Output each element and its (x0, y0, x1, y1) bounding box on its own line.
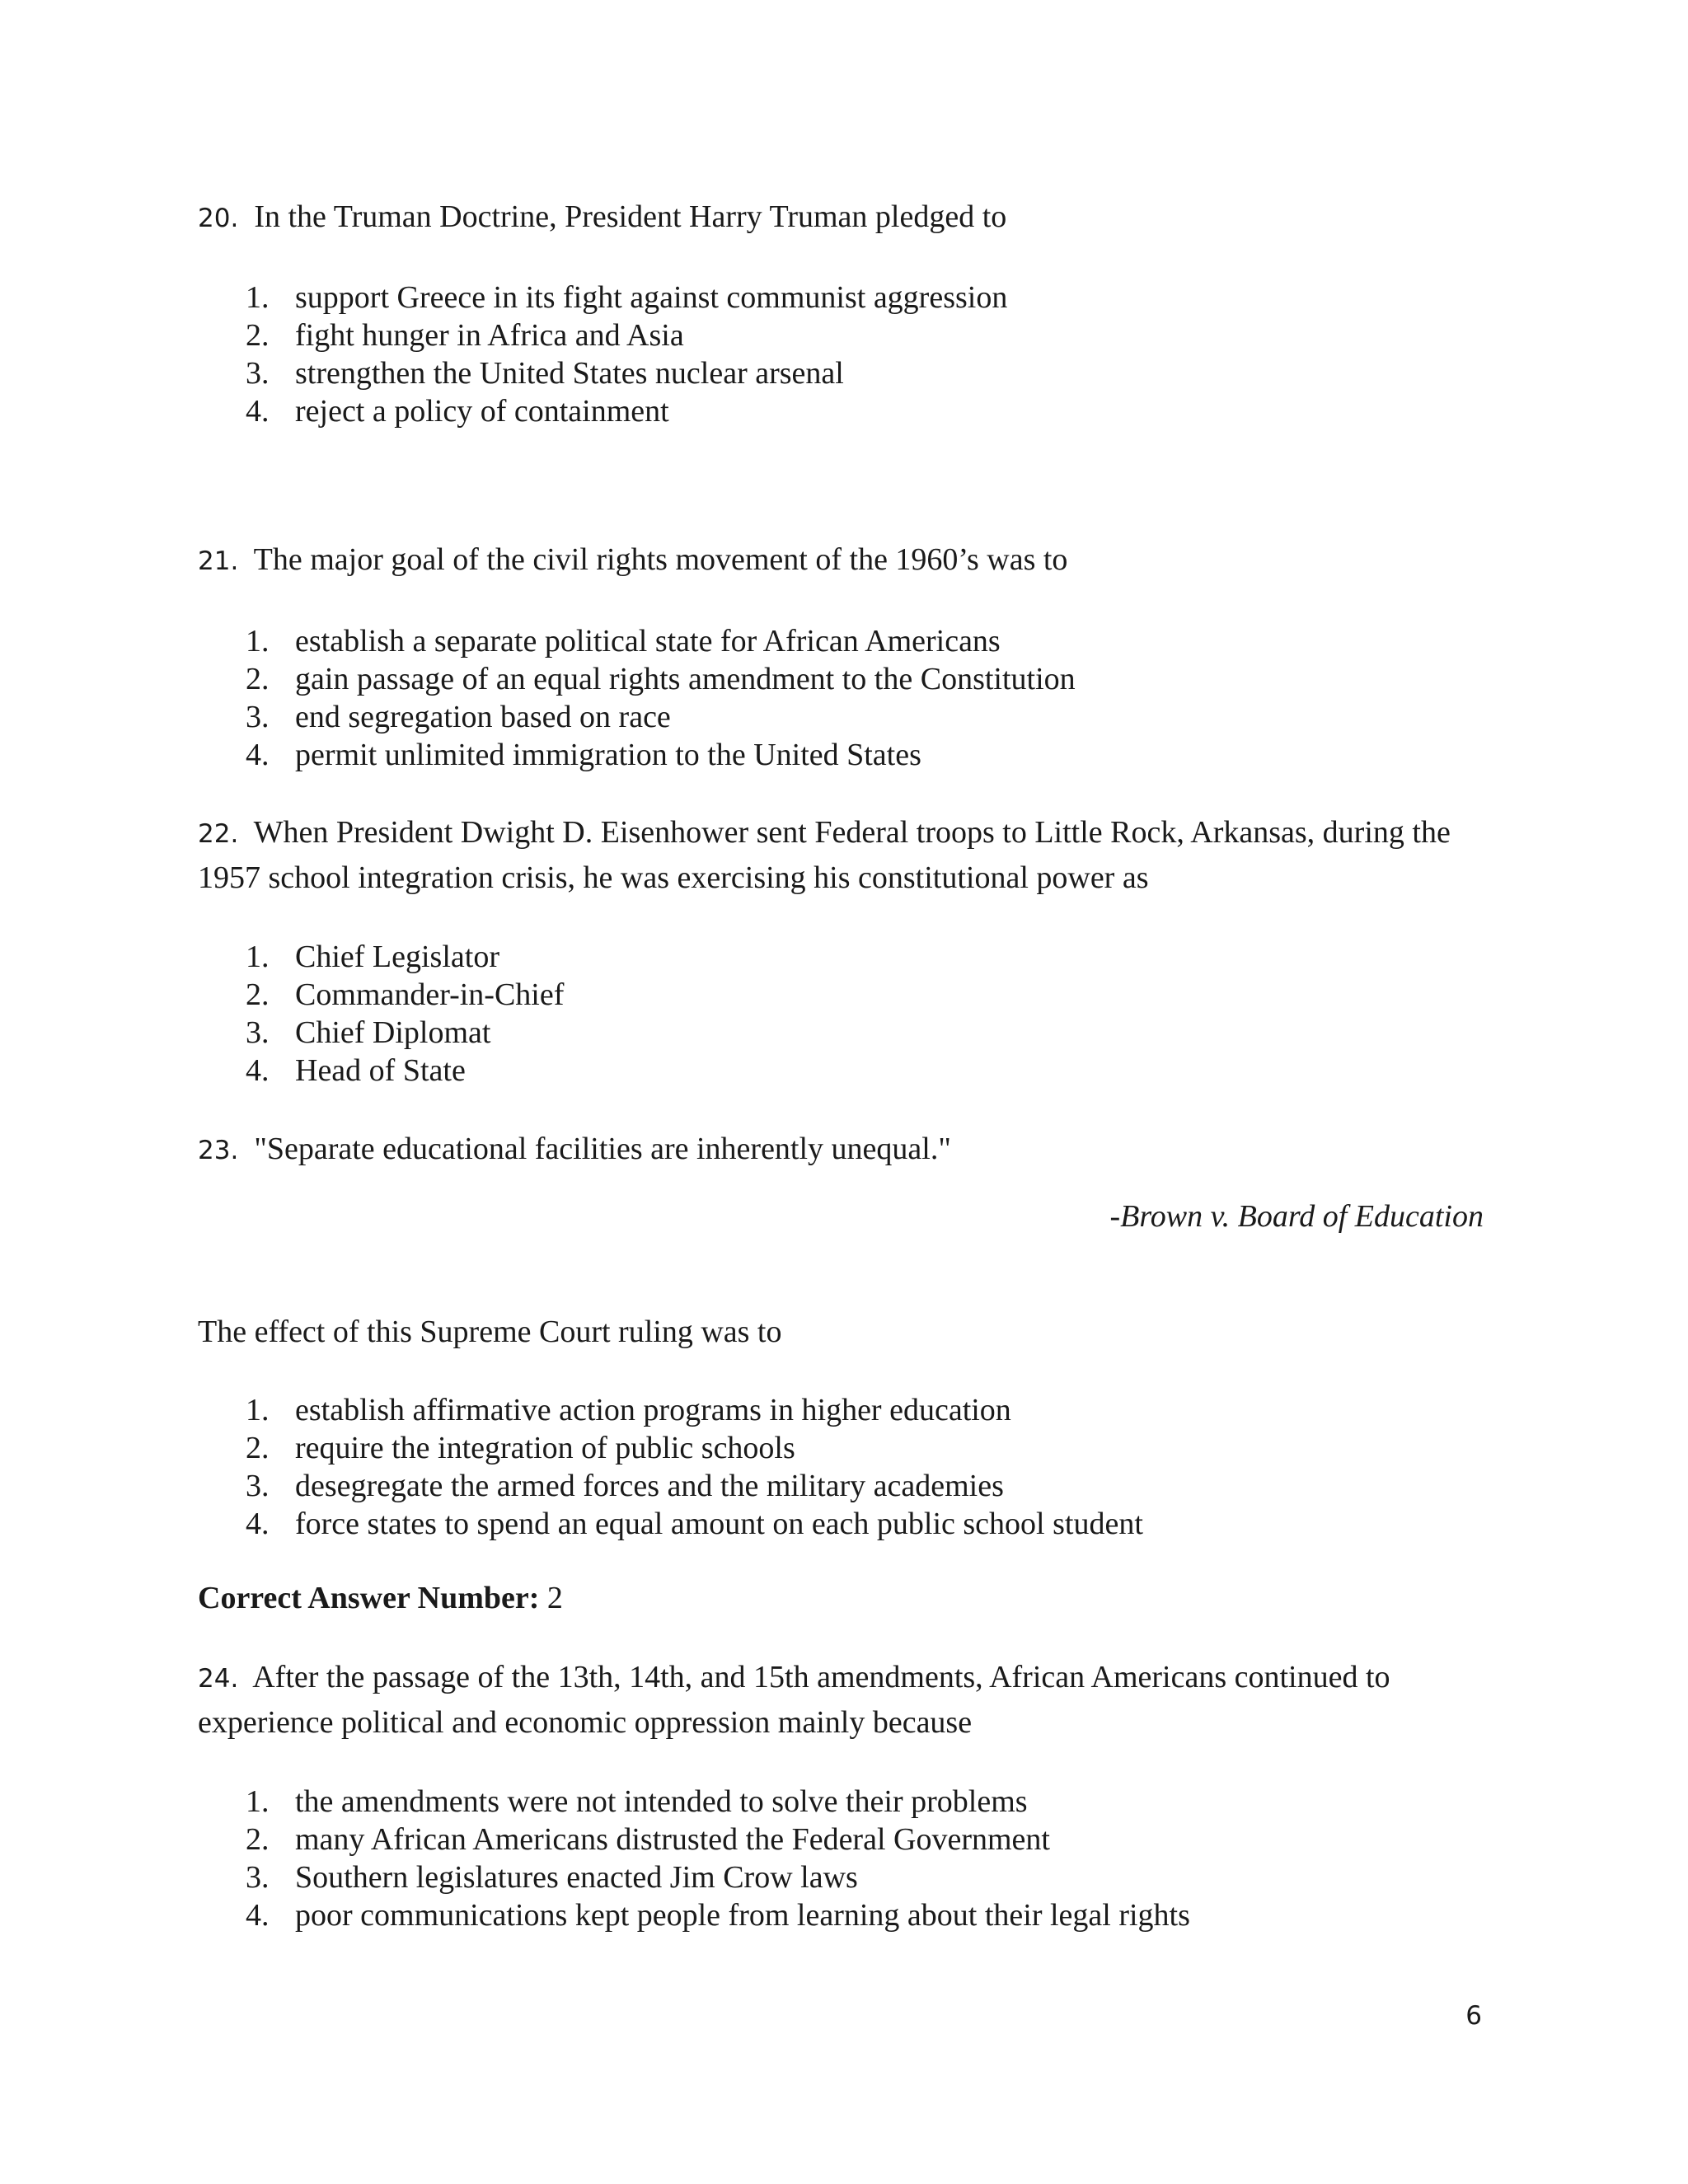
option-number: 4. (246, 738, 270, 772)
quote-attribution: -Brown v. Board of Education (1109, 1199, 1484, 1234)
question-23-stem (198, 1127, 1484, 1173)
question-number: 23. (198, 1136, 239, 1165)
option-number: 3. (246, 700, 270, 734)
option-text: Chief Legislator (295, 940, 499, 974)
option-number: 4. (246, 1898, 270, 1933)
question-20-stem (198, 195, 1484, 241)
option-number: 3. (246, 356, 270, 391)
option-number: 4. (246, 1053, 270, 1088)
question-text: After the passage of the 13th, 14th, and 15th amendments, African Americans continued to experience political and economic oppression mainly because (198, 1660, 1390, 1740)
option-text: establish affirmative action programs in higher education (295, 1393, 1011, 1427)
question-number: 24. (198, 1664, 239, 1694)
option-text: Commander-in-Chief (295, 977, 565, 1012)
question-24-stem (198, 1656, 1484, 1745)
option-number: 2. (246, 318, 270, 353)
option-number: 1. (246, 280, 270, 315)
option-number: 2. (246, 1822, 270, 1857)
option-text: Southern legislatures enacted Jim Crow laws (295, 1860, 858, 1895)
option-text: many African Americans distrusted the Federal Government (295, 1822, 1050, 1857)
option-number: 3. (246, 1860, 270, 1895)
option-number: 4. (246, 1507, 270, 1541)
option-text: establish a separate political state for African Americans (295, 624, 1001, 658)
option-text: fight hunger in Africa and Asia (295, 318, 684, 353)
option-number: 3. (246, 1469, 270, 1503)
option-number: 3. (246, 1015, 270, 1050)
option-text: end segregation based on race (295, 700, 671, 734)
option-text: desegregate the armed forces and the military academies (295, 1469, 1004, 1503)
question-22-stem (198, 811, 1484, 900)
option-text: Head of State (295, 1053, 466, 1088)
option-text: Chief Diplomat (295, 1015, 491, 1050)
question-number: 21. (198, 546, 239, 576)
question-number: 22. (198, 819, 239, 849)
correct-answer-value: 2 (546, 1581, 563, 1615)
option-text: poor communications kept people from learning about their legal rights (295, 1898, 1190, 1933)
option-text: reject a policy of containment (295, 394, 669, 429)
question-23-followup: The effect of this Supreme Court ruling was to (198, 1315, 782, 1349)
option-number: 2. (246, 662, 270, 696)
option-text: strengthen the United States nuclear arsenal (295, 356, 844, 391)
question-text: In the Truman Doctrine, President Harry Truman pledged to (254, 199, 1007, 234)
question-text: The major goal of the civil rights movement of the 1960’s was to (253, 542, 1068, 577)
option-number: 2. (246, 977, 270, 1012)
question-text: "Separate educational facilities are inherently unequal." (254, 1132, 951, 1166)
option-text: support Greece in its fight against communist aggression (295, 280, 1008, 315)
correct-answer-label: Correct Answer Number: (198, 1581, 540, 1615)
option-number: 4. (246, 394, 270, 429)
option-text: gain passage of an equal rights amendment to the Constitution (295, 662, 1076, 696)
option-number: 2. (246, 1431, 270, 1465)
correct-answer (198, 1580, 563, 1616)
option-number: 1. (246, 1393, 270, 1427)
question-21-stem (198, 538, 1484, 583)
option-number: 1. (246, 1784, 270, 1819)
option-number: 1. (246, 940, 270, 974)
option-text: permit unlimited immigration to the United States (295, 738, 921, 772)
question-number: 20. (198, 204, 239, 233)
option-number: 1. (246, 624, 270, 658)
option-text: force states to spend an equal amount on each public school student (295, 1507, 1143, 1541)
page-number: 6 (1465, 2001, 1482, 2031)
option-text: require the integration of public schools (295, 1431, 795, 1465)
option-text: the amendments were not intended to solve their problems (295, 1784, 1028, 1819)
question-text: When President Dwight D. Eisenhower sent Federal troops to Little Rock, Arkansas, during the 1957 school integration crisis, he was exercising his constitutional power as (198, 815, 1451, 895)
